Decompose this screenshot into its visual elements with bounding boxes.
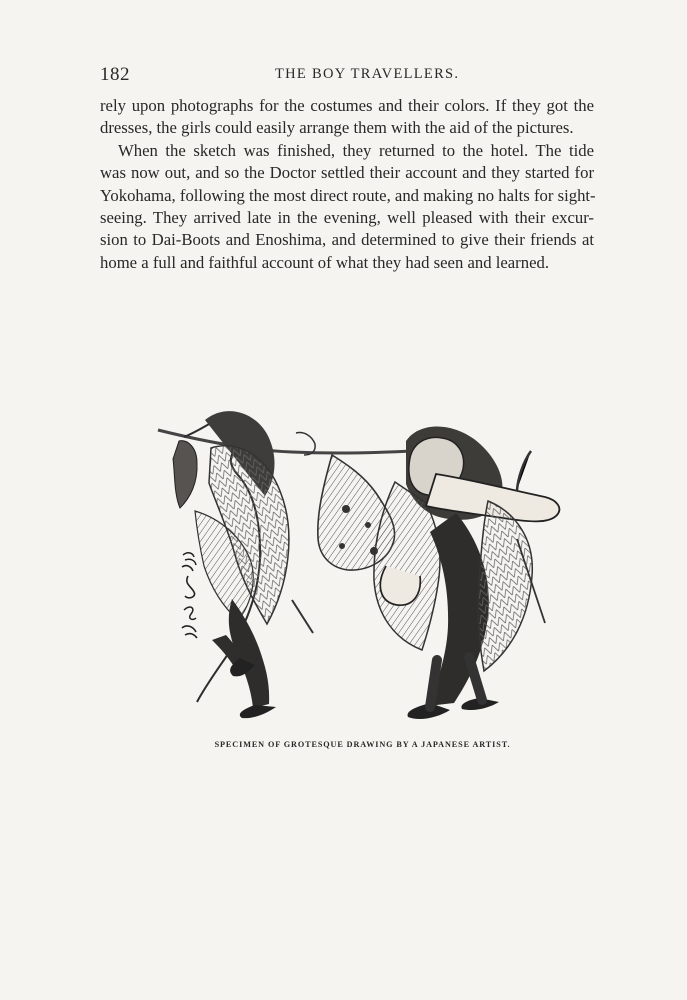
grotesque-drawing-illustration: [150, 395, 580, 730]
page-header: [100, 64, 590, 88]
text-line: When the sketch was finished, they returned to the hotel. The tide: [118, 140, 594, 160]
text-line: was now out, and so the Doctor settled their account and they started for: [100, 163, 594, 183]
text-line: home a full and faithful account of what they had seen and learned.: [100, 252, 549, 272]
body-text: [100, 95, 594, 274]
running-title: THE BOY TRAVELLERS.: [275, 66, 460, 82]
page-number: 182: [100, 64, 130, 85]
text-line: seeing. They arrived late in the evening, well pleased with their excur-: [100, 208, 594, 228]
text-line: rely upon photographs for the costumes and their colors. If they got the: [100, 96, 594, 115]
text-line: sion to Dai-Boots and Enoshima, and determined to give their friends at: [100, 230, 594, 250]
text-line: Yokohama, following the most direct route, and making no halts for sight-: [100, 185, 596, 205]
figure-caption: SPECIMEN OF GROTESQUE DRAWING BY A JAPANESE ARTIST.: [214, 740, 511, 749]
text-line: dresses, the girls could easily arrange them with the aid of the pictures.: [100, 118, 574, 138]
